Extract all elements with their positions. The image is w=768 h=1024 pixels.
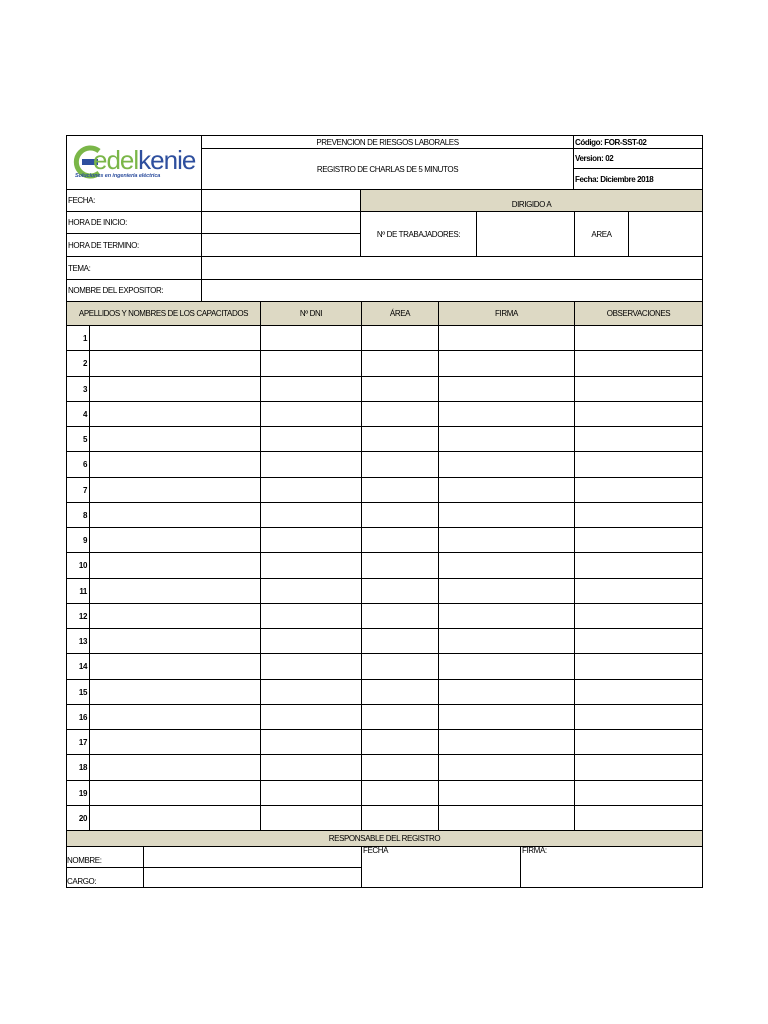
row-observaciones-field[interactable] xyxy=(574,603,703,629)
row-firma-field[interactable] xyxy=(438,552,575,579)
row-dni-field[interactable] xyxy=(260,780,362,806)
row-number: 10 xyxy=(78,561,87,570)
row-area-field[interactable] xyxy=(361,729,439,755)
row-dni-field[interactable] xyxy=(260,754,362,781)
row-nombres-field[interactable] xyxy=(89,325,261,351)
row-observaciones-field[interactable] xyxy=(574,477,703,503)
logo-tagline: Soluciones en ingeniería eléctrica xyxy=(75,173,161,179)
row-number: 12 xyxy=(78,611,87,621)
doc-date: Fecha: Diciembre 2018 xyxy=(575,174,654,184)
row-area-field[interactable] xyxy=(361,376,439,402)
row-dni-field[interactable] xyxy=(260,426,362,452)
nombre-field[interactable] xyxy=(143,846,362,868)
row-dni-field[interactable] xyxy=(260,401,362,427)
row-dni-field[interactable] xyxy=(260,653,362,680)
row-area-field[interactable] xyxy=(361,704,439,730)
col-header-observaciones-label: OBSERVACIONES xyxy=(606,309,671,318)
expositor-label: NOMBRE DEL EXPOSITOR: xyxy=(68,286,164,295)
expositor-field[interactable] xyxy=(201,279,703,302)
row-dni-field[interactable] xyxy=(260,477,362,503)
row-nombres-field[interactable] xyxy=(89,603,261,629)
row-dni-field[interactable] xyxy=(260,325,362,351)
row-area-field[interactable] xyxy=(361,603,439,629)
row-area-field[interactable] xyxy=(361,628,439,654)
row-observaciones-field[interactable] xyxy=(574,578,703,604)
row-dni-field[interactable] xyxy=(260,603,362,629)
company-logo xyxy=(67,136,201,189)
row-area-field[interactable] xyxy=(361,805,439,831)
row-nombres-field[interactable] xyxy=(89,805,261,831)
row-firma-field[interactable] xyxy=(438,578,575,604)
hora-termino-label: HORA DE TERMINO: xyxy=(68,240,139,250)
row-observaciones-field[interactable] xyxy=(574,451,703,478)
row-number: 17 xyxy=(78,737,87,747)
col-header-firma-label: FIRMA xyxy=(495,309,518,318)
row-firma-field[interactable] xyxy=(438,451,575,478)
form-subtitle: REGISTRO DE CHARLAS DE 5 MINUTOS xyxy=(316,164,459,174)
row-firma-field[interactable] xyxy=(438,805,575,831)
row-firma-field[interactable] xyxy=(438,653,575,680)
row-area-field[interactable] xyxy=(361,502,439,528)
row-number: 5 xyxy=(82,434,87,444)
logo-text-edel: edel xyxy=(93,145,139,175)
col-header-dni-label: Nº DNI xyxy=(299,309,323,318)
row-observaciones-field[interactable] xyxy=(574,679,703,705)
row-nombres-field[interactable] xyxy=(89,527,261,553)
form-title: PREVENCION DE RIESGOS LABORALES xyxy=(316,137,459,147)
row-area-field[interactable] xyxy=(361,754,439,781)
hora-termino-field[interactable] xyxy=(201,233,361,257)
fecha-field[interactable] xyxy=(201,189,361,212)
tema-label: TEMA: xyxy=(68,263,91,273)
row-firma-field[interactable] xyxy=(438,477,575,503)
row-nombres-field[interactable] xyxy=(89,653,261,680)
row-observaciones-field[interactable] xyxy=(574,754,703,781)
row-number: 13 xyxy=(78,636,87,646)
row-observaciones-field[interactable] xyxy=(574,502,703,528)
row-firma-field[interactable] xyxy=(438,628,575,654)
row-observaciones-field[interactable] xyxy=(574,628,703,654)
row-observaciones-field[interactable] xyxy=(574,653,703,680)
cargo-label: CARGO: xyxy=(67,877,97,886)
logo-text-kenie: kenie xyxy=(138,145,196,175)
row-observaciones-field[interactable] xyxy=(574,426,703,452)
row-observaciones-field[interactable] xyxy=(574,780,703,806)
cargo-field[interactable] xyxy=(143,867,362,888)
row-dni-field[interactable] xyxy=(260,578,362,604)
row-number: 7 xyxy=(82,485,87,495)
row-dni-field[interactable] xyxy=(260,679,362,705)
row-dni-field[interactable] xyxy=(260,805,362,831)
row-firma-field[interactable] xyxy=(438,729,575,755)
row-number: 3 xyxy=(82,384,87,394)
nombre-label: NOMBRE: xyxy=(67,856,102,865)
row-observaciones-field[interactable] xyxy=(574,350,703,377)
row-nombres-field[interactable] xyxy=(89,376,261,402)
row-area-field[interactable] xyxy=(361,350,439,377)
row-dni-field[interactable] xyxy=(260,729,362,755)
row-firma-field[interactable] xyxy=(438,603,575,629)
row-number: 18 xyxy=(78,763,87,772)
row-dni-field[interactable] xyxy=(260,628,362,654)
row-area-field[interactable] xyxy=(361,527,439,553)
row-firma-field[interactable] xyxy=(438,780,575,806)
row-area-field[interactable] xyxy=(361,679,439,705)
row-firma-field[interactable] xyxy=(438,502,575,528)
row-number: 6 xyxy=(82,460,87,469)
row-nombres-field[interactable] xyxy=(89,401,261,427)
row-area-field[interactable] xyxy=(361,653,439,680)
row-number: 2 xyxy=(82,359,87,368)
responsable-title: RESPONSABLE DEL REGISTRO xyxy=(328,834,441,843)
row-area-field[interactable] xyxy=(361,426,439,452)
row-area-field[interactable] xyxy=(361,325,439,351)
row-firma-field[interactable] xyxy=(438,401,575,427)
footer-firma-label: FIRMA: xyxy=(522,846,547,855)
row-area-field[interactable] xyxy=(361,552,439,579)
footer-firma-field[interactable] xyxy=(520,846,703,888)
row-observaciones-field[interactable] xyxy=(574,325,703,351)
row-area-field[interactable] xyxy=(361,477,439,503)
row-dni-field[interactable] xyxy=(260,376,362,402)
row-firma-field[interactable] xyxy=(438,325,575,351)
row-observaciones-field[interactable] xyxy=(574,805,703,831)
row-firma-field[interactable] xyxy=(438,426,575,452)
row-number: 20 xyxy=(78,813,87,823)
row-number: 16 xyxy=(78,712,87,722)
row-number: 8 xyxy=(82,510,87,520)
row-nombres-field[interactable] xyxy=(89,502,261,528)
row-observaciones-field[interactable] xyxy=(574,729,703,755)
tema-field[interactable] xyxy=(201,256,703,280)
row-observaciones-field[interactable] xyxy=(574,552,703,579)
row-nombres-field[interactable] xyxy=(89,350,261,377)
row-number: 9 xyxy=(82,535,87,545)
area-label: AREA xyxy=(591,229,612,239)
row-nombres-field[interactable] xyxy=(89,552,261,579)
row-firma-field[interactable] xyxy=(438,704,575,730)
trabajadores-label: Nº DE TRABAJADORES: xyxy=(376,229,461,239)
row-firma-field[interactable] xyxy=(438,376,575,402)
row-observaciones-field[interactable] xyxy=(574,704,703,730)
row-nombres-field[interactable] xyxy=(89,704,261,730)
doc-code: Código: FOR-SST-02 xyxy=(575,137,647,147)
row-observaciones-field[interactable] xyxy=(574,401,703,427)
row-area-field[interactable] xyxy=(361,401,439,427)
row-dni-field[interactable] xyxy=(260,502,362,528)
row-area-field[interactable] xyxy=(361,578,439,604)
row-observaciones-field[interactable] xyxy=(574,527,703,553)
fecha-label: FECHA: xyxy=(68,196,95,205)
row-area-field[interactable] xyxy=(361,451,439,478)
dirigido-label: DIRIGIDO A xyxy=(511,200,552,209)
row-dni-field[interactable] xyxy=(260,451,362,478)
row-firma-field[interactable] xyxy=(438,754,575,781)
row-number: 4 xyxy=(82,409,87,419)
doc-version: Version: 02 xyxy=(575,154,614,163)
row-nombres-field[interactable] xyxy=(89,754,261,781)
row-nombres-field[interactable] xyxy=(89,578,261,604)
hora-inicio-label: HORA DE INICIO: xyxy=(68,218,127,227)
row-number: 15 xyxy=(78,687,87,697)
row-firma-field[interactable] xyxy=(438,679,575,705)
row-nombres-field[interactable] xyxy=(89,679,261,705)
row-firma-field[interactable] xyxy=(438,527,575,553)
row-dni-field[interactable] xyxy=(260,552,362,579)
row-nombres-field[interactable] xyxy=(89,477,261,503)
row-firma-field[interactable] xyxy=(438,350,575,377)
row-observaciones-field[interactable] xyxy=(574,376,703,402)
area-field[interactable] xyxy=(628,211,703,257)
hora-inicio-field[interactable] xyxy=(201,211,361,234)
row-number: 14 xyxy=(78,662,87,671)
row-nombres-field[interactable] xyxy=(89,426,261,452)
row-number: 1 xyxy=(82,333,87,343)
row-nombres-field[interactable] xyxy=(89,628,261,654)
row-dni-field[interactable] xyxy=(260,527,362,553)
trabajadores-field[interactable] xyxy=(476,211,575,257)
row-number: 11 xyxy=(79,586,87,596)
row-nombres-field[interactable] xyxy=(89,451,261,478)
row-dni-field[interactable] xyxy=(260,704,362,730)
row-nombres-field[interactable] xyxy=(89,780,261,806)
row-dni-field[interactable] xyxy=(260,350,362,377)
col-header-area-label: ÁREA xyxy=(389,309,411,318)
row-number: 19 xyxy=(78,788,87,798)
footer-fecha-label: FECHA xyxy=(363,846,389,855)
col-header-nombres-label: APELLIDOS Y NOMBRES DE LOS CAPACITADOS xyxy=(78,309,249,318)
row-area-field[interactable] xyxy=(361,780,439,806)
row-nombres-field[interactable] xyxy=(89,729,261,755)
